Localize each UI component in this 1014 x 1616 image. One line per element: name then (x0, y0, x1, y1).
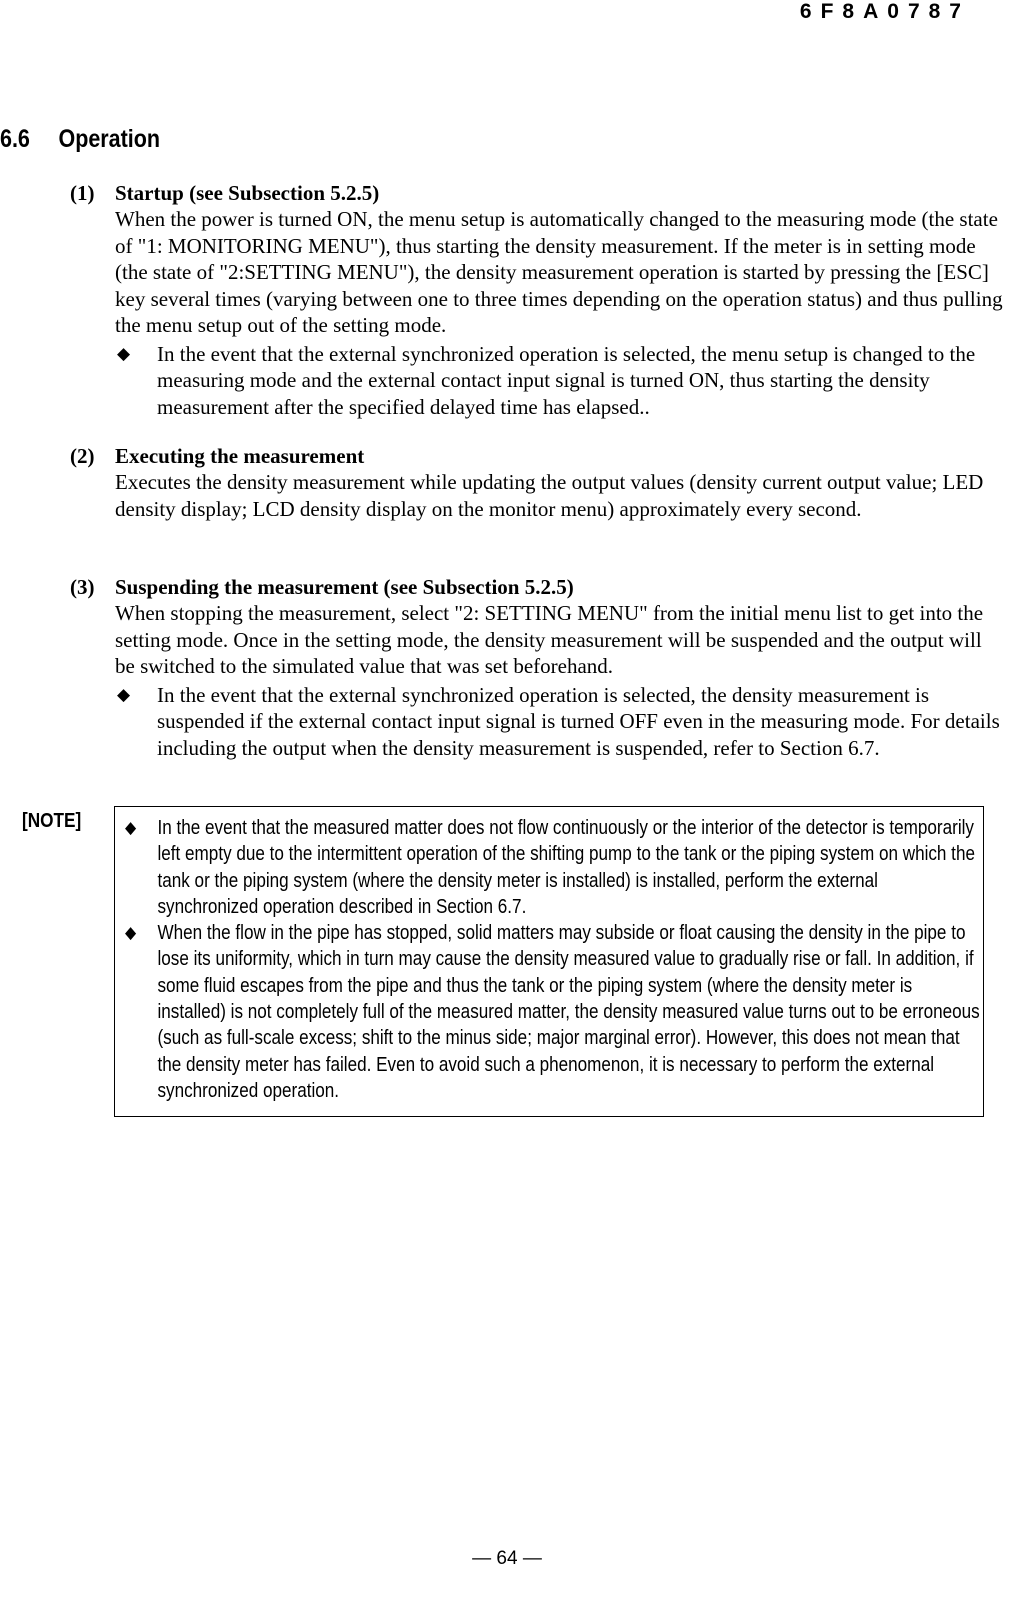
item-number: (2) (70, 444, 95, 468)
bullet-text: In the event that the external synchronized operation is selected, the menu setup is changed to the measuring mode and the external contact input signal is turned ON, thus starting the density measurement after the specified delayed time has elapsed.. (157, 341, 976, 419)
item-body: When stopping the measurement, select "2: SETTING MENU" from the initial menu list to get into the setting mode. Once in the setting mode, the density measurement will be suspended and the output will be switched to the simulated value that was set beforehand. (115, 601, 984, 678)
section-number: 6.6 (0, 125, 30, 153)
note-bullet-text: When the flow in the pipe has stopped, solid matters may subside or float causing the density in the pipe to lose its uniformity, which in turn may cause the density measured value to gradually rise or fall. In addition, if some fluid escapes from the pipe and thus the tank or the piping system (where the density meter is installed) is not completely full of the measured matter, the density measured value turns out to be erroneous (such as full-scale excess; shift to the minus side; major marginal error). However, this does not mean that the density meter has failed. Even to avoid such a phenomenon, it is necessary to perform the external synchronized operation. (157, 922, 980, 1102)
note-label: [NOTE] (22, 810, 82, 832)
note-bullet (125, 920, 982, 1104)
item-bullet (115, 682, 1004, 762)
item-bullet (115, 341, 1004, 421)
note-bullet-text: In the event that the measured matter does not flow continuously or the interior of the detector is temporarily left empty due to the intermittent operation of the shifting pump to the tank or the piping system on which the tank or the piping system (where the density meter is installed) is installed, perform the external synchronized operation described in Section 6.7. (157, 817, 975, 918)
bullet-text: In the event that the external synchronized operation is selected, the density measurement is suspended if the external contact input signal is turned OFF even in the measuring mode. For details including the output when the density measurement is suspended, refer to Section 6.7. (157, 682, 1000, 760)
note-box (114, 806, 984, 1117)
note-bullet (125, 815, 982, 920)
item-title: Executing the measurement (115, 444, 365, 468)
item-title: Startup (see Subsection 5.2.5) (115, 181, 380, 205)
item-body: Executes the density measurement while updating the output values (density current output value; LED density display; LCD density display on the monitor menu) approximately every second. (115, 470, 984, 521)
section-title: Operation (58, 125, 161, 153)
item-heading (70, 443, 1004, 469)
section-heading (0, 125, 160, 154)
item-suspending (70, 574, 1004, 761)
note-content (125, 815, 982, 1104)
document-code: 6F8A0787 (799, 0, 970, 23)
diamond-bullet-icon: ◆ (125, 923, 137, 943)
page-number: — 64 — (472, 1548, 542, 1569)
item-number: (3) (70, 575, 95, 599)
item-heading (70, 574, 1004, 600)
item-executing (70, 443, 1004, 522)
item-body: When the power is turned ON, the menu setup is automatically changed to the measuring mode (the state of "1: MONITORING MENU"), thus starting the density measurement. If the meter is in setting mode (the state of "2:SETTING MENU"), the density measurement operation is started by pressing the [ESC] key several times (varying between one to three times depending on the operation status) and thus pulling the menu setup out of the setting mode. (115, 207, 1003, 337)
item-number: (1) (70, 181, 95, 205)
diamond-bullet-icon: ◆ (125, 818, 137, 837)
diamond-bullet-icon: ◆ (117, 684, 131, 704)
item-title: Suspending the measurement (see Subsection 5.2.5) (115, 575, 574, 599)
item-heading (70, 180, 1004, 206)
diamond-bullet-icon: ◆ (117, 343, 131, 363)
item-startup (70, 180, 1004, 420)
